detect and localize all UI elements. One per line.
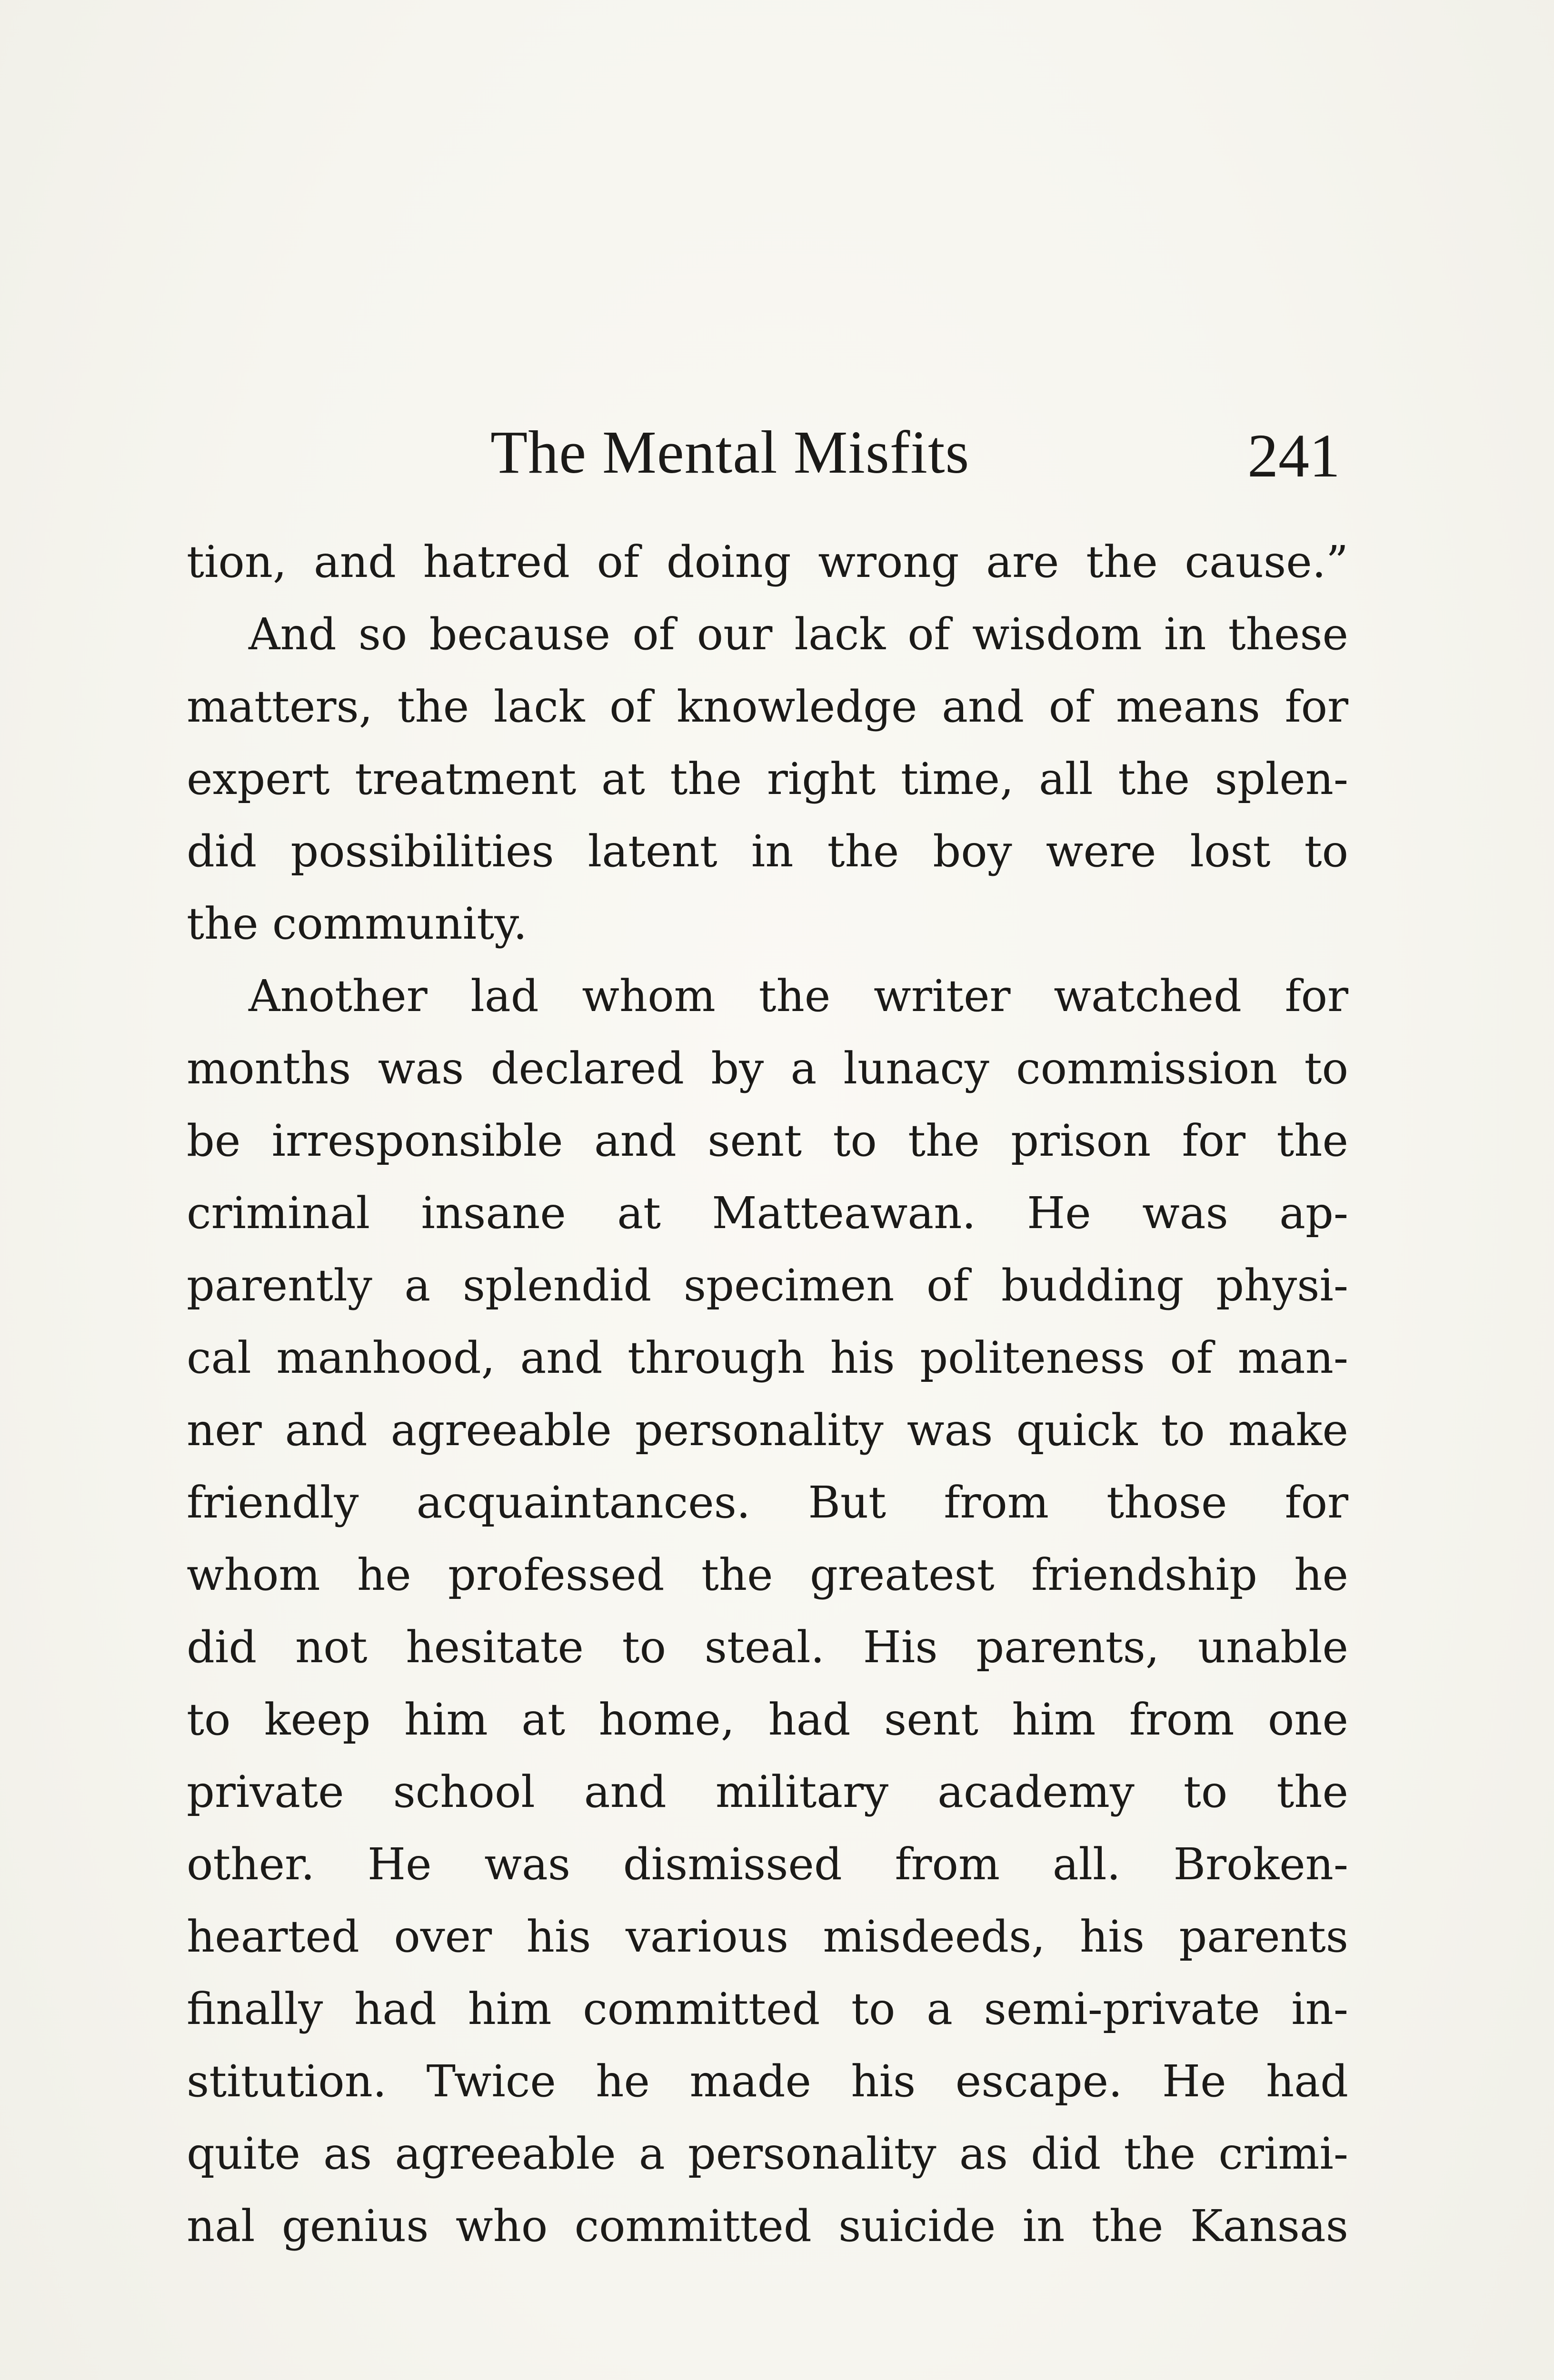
text-line: friendly acquaintances. But from those for <box>187 1477 1348 1528</box>
text-line: expert treatment at the right time, all the splen- <box>187 754 1348 804</box>
paragraph-first-line: And so because of our lack of wisdom in these <box>249 609 1348 660</box>
text-line: whom he professed the greatest friendship he <box>187 1549 1348 1600</box>
text-line: ner and agreeable personality was quick to make <box>187 1405 1348 1456</box>
page-number: 241 <box>1247 422 1340 490</box>
paragraph-last-line: the community. <box>187 898 528 949</box>
text-line: months was declared by a lunacy commission to <box>187 1043 1348 1094</box>
body-text <box>187 526 1348 2262</box>
text-line: other. He was dismissed from all. Broken- <box>187 1839 1348 1890</box>
text-line: stitution. Twice he made his escape. He had <box>187 2056 1348 2107</box>
text-line: to keep him at home, had sent him from one <box>187 1694 1348 1745</box>
text-line: be irresponsible and sent to the prison for the <box>187 1115 1348 1166</box>
running-head <box>0 409 1554 495</box>
text-line: tion, and hatred of doing wrong are the cause.” <box>187 536 1348 587</box>
text-line: finally had him committed to a semi-private in- <box>187 1983 1348 2034</box>
text-line: criminal insane at Matteawan. He was ap- <box>187 1188 1348 1239</box>
text-line: cal manhood, and through his politeness of man- <box>187 1332 1348 1383</box>
running-title: The Mental Misfits <box>490 418 970 486</box>
text-line: matters, the lack of knowledge and of means for <box>187 681 1348 732</box>
text-line: private school and military academy to the <box>187 1766 1348 1817</box>
text-line: hearted over his various misdeeds, his parents <box>187 1911 1348 1962</box>
text-line: did not hesitate to steal. His parents, unable <box>187 1622 1348 1673</box>
text-line: did possibilities latent in the boy were lost to <box>187 826 1348 877</box>
paragraph-first-line: Another lad whom the writer watched for <box>249 971 1348 1021</box>
text-line: parently a splendid specimen of budding physi- <box>187 1260 1348 1311</box>
text-line: nal genius who committed suicide in the Kansas <box>187 2201 1348 2251</box>
text-line: quite as agreeable a personality as did the crimi- <box>187 2128 1348 2179</box>
